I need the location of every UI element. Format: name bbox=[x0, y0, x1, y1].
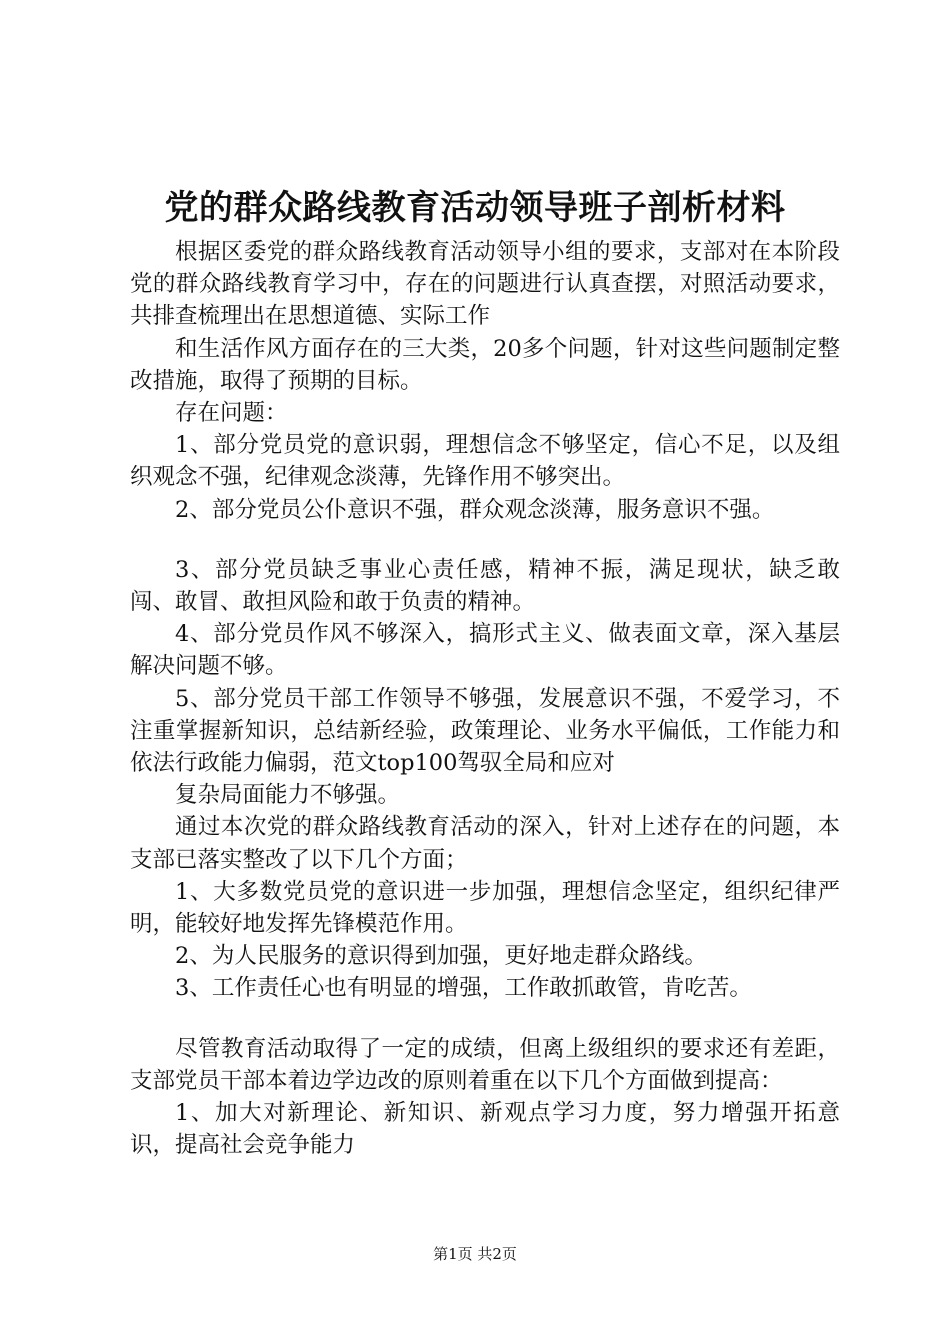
page-total: 共2页 bbox=[477, 1245, 517, 1263]
paragraph-intro: 根据区委党的群众路线教育活动领导小组的要求，支部对在本阶段党的群众路线教育学习中，存在的问题进行认真查摆，对照活动要求，共排查梳理出在思想道德、实际工作 bbox=[130, 239, 840, 330]
paragraph-rectification-2: 2、为人民服务的意识得到加强，更好地走群众路线。 bbox=[175, 943, 707, 970]
paragraph-improvement-1: 1、加大对新理论、新知识、新观点学习力度，努力增强开拓意识，提高社会竞争能力 bbox=[130, 1100, 840, 1159]
paragraph-rectification-3: 3、工作责任心也有明显的增强，工作敢抓敢管，肯吃苦。 bbox=[175, 975, 752, 1002]
paragraph-intro-continued: 和生活作风方面存在的三大类，20多个问题，针对这些问题制定整改措施，取得了预期的目标。 bbox=[130, 335, 840, 394]
paragraph-problems-heading: 存在问题： bbox=[175, 400, 288, 427]
document-body bbox=[130, 236, 840, 1161]
paragraph-problem-1: 1、部分党员党的意识弱，理想信念不够坚定，信心不足，以及组织观念不强，纪律观念淡薄，先锋作用不够突出。 bbox=[130, 432, 840, 491]
paragraph-rectification-intro: 通过本次党的群众路线教育活动的深入，针对上述存在的问题，本支部已落实整改了以下几个方面； bbox=[130, 814, 840, 873]
paragraph-problem-5: 5、部分党员干部工作领导不够强，发展意识不强，不爱学习，不注重掌握新知识，总结新经验，政策理论、业务水平偏低，工作能力和依法行政能力偏弱，范文top100驾驭全局和应对 bbox=[130, 685, 840, 777]
paragraph-improvement-intro: 尽管教育活动取得了一定的成绩，但离上级组织的要求还有差距，支部党员干部本着边学边改的原则着重在以下几个方面做到提高： bbox=[130, 1035, 840, 1094]
paragraph-problem-3: 3、部分党员缺乏事业心责任感，精神不振，满足现状，缺乏敢闯、敢冒、敢担风险和敢于负责的精神。 bbox=[130, 556, 840, 616]
page-footer bbox=[0, 1244, 950, 1264]
paragraph-rectification-1: 1、大多数党员党的意识进一步加强，理想信念坚定，组织纪律严明，能较好地发挥先锋模范作用。 bbox=[130, 878, 840, 938]
document-title: 党的群众路线教育活动领导班子剖析材料 bbox=[164, 188, 786, 228]
page-number: 第1页 bbox=[433, 1245, 473, 1263]
paragraph-problem-2: 2、部分党员公仆意识不强，群众观念淡薄，服务意识不强。 bbox=[175, 496, 775, 523]
paragraph-problem-5-continued: 复杂局面能力不够强。 bbox=[175, 782, 401, 809]
paragraph-problem-4: 4、部分党员作风不够深入，搞形式主义、做表面文章，深入基层解决问题不够。 bbox=[130, 621, 840, 680]
